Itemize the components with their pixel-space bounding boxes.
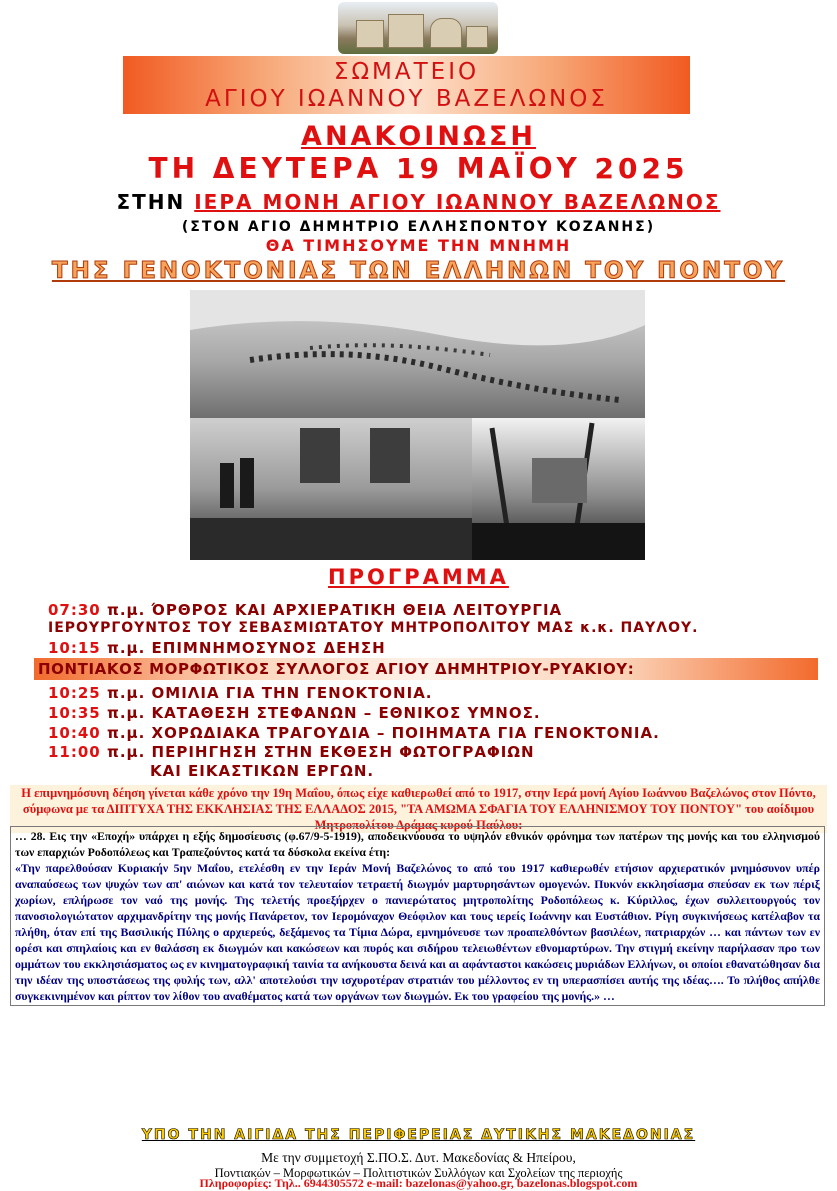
program-period: π.μ. <box>106 724 146 742</box>
club-name-line2: ΑΓΙΟΥ ΙΩΑΝΝΟΥ ΒΑΖΕΛΩΝΟΣ <box>205 86 608 112</box>
contact-info: Πληροφορίες: Τηλ.. 6944305572 e-mail: bazelonas@yahoo.gr, bazelonas.blogspot.com <box>199 1176 638 1190</box>
program-time: 11:00 <box>48 743 101 761</box>
monastery-logo-image <box>338 2 498 54</box>
program-text: ΟΜΙΛΙΑ ΓΙΑ ΤΗΝ ΓΕΝΟΚΤΟΝΙΑ. <box>151 684 433 702</box>
logo-building <box>356 20 384 48</box>
location-line: (ΣΤΟΝ ΑΓΙΟ ΔΗΜΗΤΡΙΟ ΕΛΛΗΣΠΟΝΤΟΥ ΚΟΖΑΝΗΣ) <box>181 219 656 235</box>
program-title: ΠΡΟΓΡΑΜΜΑ <box>328 565 509 589</box>
program-time: 10:35 <box>48 704 101 722</box>
program-time: 07:30 <box>48 601 101 619</box>
program-time: 10:25 <box>48 684 101 702</box>
gallows-photo <box>472 418 645 560</box>
victims-photo <box>190 418 472 560</box>
associations-line: Ποντιακών – Μορφωτικών – Πολιτιστικών Συλλόγων και Σχολείων της περιοχής <box>214 1166 623 1180</box>
program-item <box>48 704 541 722</box>
program-time: 10:40 <box>48 724 101 742</box>
club-name-line1: ΣΩΜΑΤΕΙΟ <box>333 59 480 85</box>
logo-building <box>388 14 424 48</box>
program-text: ΌΡΘΡΟΣ ΚΑΙ ΑΡΧΙΕΡΑΤΙΚΗ ΘΕΙΑ ΛΕΙΤΟΥΡΓΙΑ <box>151 601 563 619</box>
excerpt-lead: … 28. Εις την «Εποχή» υπάρχει η εξής δημοσίευσις (φ.67/9-5-1919), αποδεικνύουσα το υψηλόν εθνικόν φρόνημα των πατέρων της μονής και του ελληνισμού των επαρχιών Ροδοπόλεως και Τραπεζούντος κατά τα δύσκολα εκείνα έτη: <box>15 829 820 859</box>
intro-paragraph: Η επιμνημόσυνη δέηση γίνεται κάθε χρόνο την 19η Μαΐου, όπως είχε καθιερωθεί από το 1917, στην Ιερά μονή Αγίου Ιωάννου Βαζελώνος στον Πόντο, σύμφωνα με τα ΔΙΠΤΥΧΑ ΤΗΣ ΕΚΚΛΗΣΙΑΣ ΤΗΣ ΕΛΛΑΔΟΣ 2015, "ΤΑ ΑΜΩΜΑ ΣΦΑΓΙΑ ΤΟΥ ΕΛΛΗΝΙΣΜΟΥ ΤΟΥ ΠΟΝΤΟΥ" του αοίδιμου Μητροπολίτου Δράμας κυρού Παύλου: <box>10 785 827 833</box>
historical-photo-collage <box>190 290 645 560</box>
program-item: ΙΕΡΟΥΡΓΟΥΝΤΟΣ ΤΟΥ ΣΕΒΑΣΜΙΩΤΑΤΟΥ ΜΗΤΡΟΠΟΛΙΤΟΥ ΜΑΣ κ.κ. ΠΑΥΛΟΥ. <box>48 620 699 636</box>
program-item <box>48 724 660 742</box>
club-banner <box>123 56 690 114</box>
program-period: π.μ. <box>106 743 146 761</box>
march-column-drawing <box>190 290 645 418</box>
gallows-drawing <box>472 418 645 560</box>
program-item <box>48 639 386 657</box>
genocide-line: ΤΗΣ ΓΕΝΟΚΤΟΝΙΑΣ ΤΩΝ ΕΛΛΗΝΩΝ ΤΟΥ ΠΟΝΤΟΥ <box>51 258 786 284</box>
program-period: π.μ. <box>106 601 146 619</box>
program-text: ΚΑΤΑΘΕΣΗ ΣΤΕΦΑΝΩΝ – ΕΘΝΙΚΟΣ ΥΜΝΟΣ. <box>151 704 541 722</box>
program-item <box>48 601 562 619</box>
newspaper-excerpt <box>10 826 825 1006</box>
program-item <box>48 684 433 702</box>
monastery-name: ΙΕΡΑ ΜΟΝΗ ΑΓΙΟΥ ΙΩΑΝΝΟΥ ΒΑΖΕΛΩΝΟΣ <box>194 190 721 214</box>
program-text: ΕΠΙΜΝΗΜΟΣΥΝΟΣ ΔΕΗΣΗ <box>151 639 386 657</box>
march-column-photo <box>190 290 645 418</box>
announcement-heading: ΑΝΑΚΟΙΝΩΣΗ <box>301 121 536 152</box>
program-period: π.μ. <box>106 639 146 657</box>
program-time: 10:15 <box>48 639 101 657</box>
association-heading: ΠΟΝΤΙΑΚΟΣ ΜΟΡΦΩΤΙΚΟΣ ΣΥΛΛΟΓΟΣ ΑΓΙΟΥ ΔΗΜΗΤΡΙΟΥ-ΡΥΑΚΙΟΥ: <box>38 660 635 678</box>
victims-drawing <box>190 418 472 560</box>
venue-prefix: ΣΤΗΝ <box>116 190 195 214</box>
auspices-line: ΥΠΟ ΤΗΝ ΑΙΓΙΔΑ ΤΗΣ ΠΕΡΙΦΕΡΕΙΑΣ ΔΥΤΙΚΗΣ ΜΑΚΕΔΟΝΙΑΣ <box>141 1127 696 1143</box>
program-text: ΧΟΡΩΔΙΑΚΑ ΤΡΑΓΟΥΔΙΑ – ΠΟΙΗΜΑΤΑ ΓΙΑ ΓΕΝΟΚΤΟΝΙΑ. <box>151 724 660 742</box>
logo-building <box>430 18 462 48</box>
venue-line <box>0 190 837 214</box>
honor-line: ΘΑ ΤΙΜΗΣΟΥΜΕ ΤΗΝ ΜΝΗΜΗ <box>265 236 572 255</box>
program-text: ΠΕΡΙΗΓΗΣΗ ΣΤΗΝ ΕΚΘΕΣΗ ΦΩΤΟΓΡΑΦΙΩΝ <box>151 743 535 761</box>
logo-building <box>466 26 488 48</box>
excerpt-quote: «Την παρελθούσαν Κυριακήν 5ην Μαΐου, ετελέσθη εν την Ιεράν Μονή Βαζελώνος το από του 1917 καθιερωθέν ετήσιον αρχιερατικόν μνημόσυνον υπέρ αναπαύσεως των ψυχών των απ' αιώνων και κατά τον τελευταίον τετραετή διωγμόν μαρτυρησάντων ομογενών. Πυκνόν εκκλησίασμα σπεύσαν εκ των πέριξ χωρίων, επλήρωσε τον ναό της μονής. Της τελετής προεξήρχεν ο πανιερώτατος μητροπολίτης Ροδοπόλεως κ. Κύριλλος, έχων συλλειτουργούς τον πανοσιολογιώτατον αρχιμανδρίτην της μονής Πανάρετον, τον Ιερομόναχον Θεόφιλον και τους ιερείς Ιωάννην και Ευστάθιον. Ρίγη συγκινήσεως κατέλαβον τα πλήθη, όταν επί της Βασιλικής Πύλης ο αρχιερεύς, δεξάμενος τα Τίμια Δώρα, εμνημόνευσε των προαπελθόντων βασιλέων, πατριαρχών … και πάντων των εν ορέσι και σπηλαίοις και εν θαλάσση εκ διωγμών και κακώσεων και πυρός και σιδήρου τελειωθέντων εθνομαρτύρων. Την στιγμή εκείνην παρήλασαν προ των ομμάτων του εκκλησιάσματος ως εν κινηματογραφική ταινία τα ανήκουστα δεινά και αι αφάνταστοι κακώσεις μυριάδων Ελλήνων, οι οποίοι εθανατώθησαν δια την ιδέαν της υποστάσεως της φυλής των, αλλ' αποτελούσι την ισχυροτέραν στρατιάν του μέλλοντος εν τη υπερασπίσει αυτής της ιδέας…. Το πλήθος απήλθε συγκεκινημένον και ρίπτον τον λίθον του αναθέματος κατά των οργάνων των διωγμών. Εκ του γραφείου της μονής.» … <box>15 861 820 1003</box>
program-item <box>48 743 535 761</box>
event-date: ΤΗ ΔΕΥΤΕΡΑ 19 ΜΑΪΟΥ 2025 <box>148 152 689 185</box>
program-period: π.μ. <box>106 704 146 722</box>
program-period: π.μ. <box>106 684 146 702</box>
participation-line: Με την συμμετοχή Σ.ΠΟ.Σ. Δυτ. Μακεδονίας & Ηπείρου, <box>261 1150 576 1165</box>
program-item: ΚΑΙ ΕΙΚΑΣΤΙΚΩΝ ΕΡΓΩΝ. <box>150 762 375 780</box>
